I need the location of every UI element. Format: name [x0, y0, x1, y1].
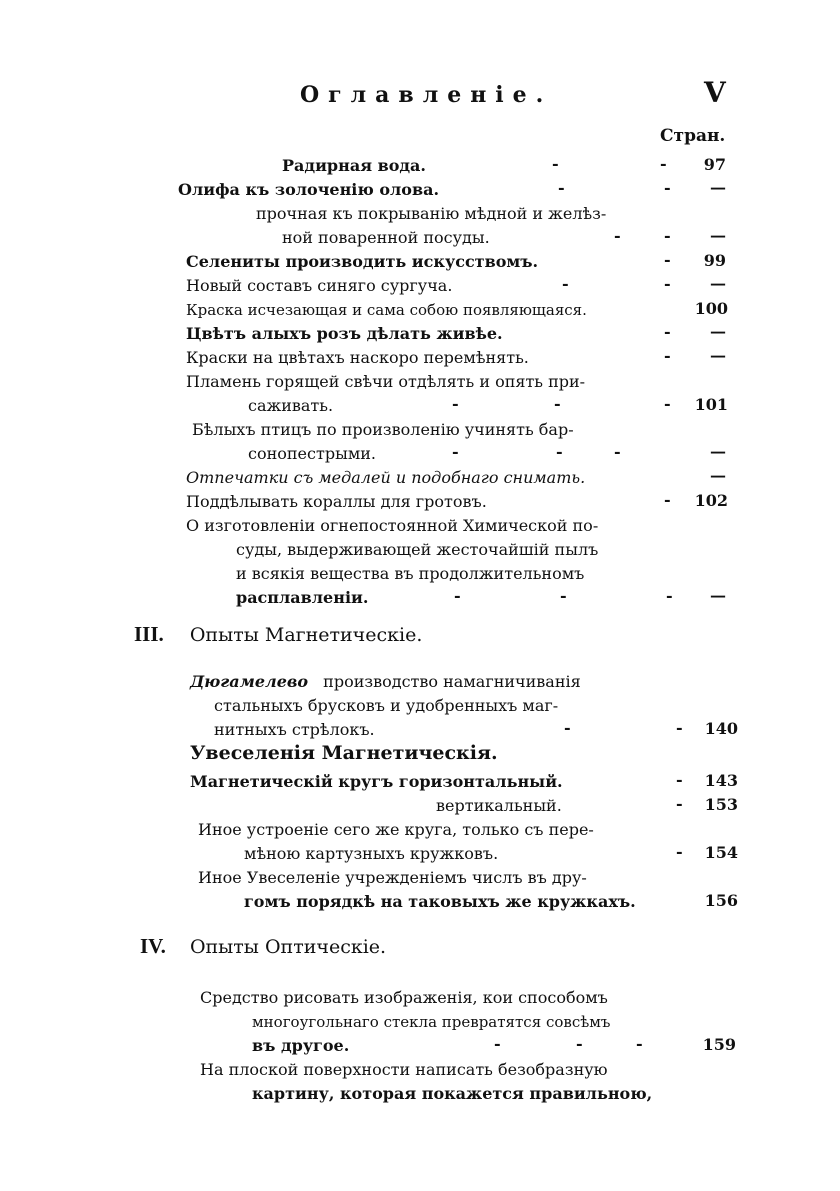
entry-text: гомъ порядкѣ на таковыхъ же кружкахъ. — [244, 892, 636, 911]
entry-page: — — [710, 346, 726, 365]
leader-dash: - — [562, 274, 569, 293]
entry-text: саживать. — [248, 396, 334, 415]
entry-text: нитныхъ стрѣлокъ. — [214, 720, 375, 739]
entry-text: суды, выдерживающей жесточайшій пылъ — [236, 540, 599, 559]
leader-dash: - — [664, 490, 671, 509]
entry-italic-name: Дюгамелево — [190, 672, 309, 691]
section-numeral: IV. — [140, 934, 166, 958]
section-title: Опыты Магнетическіе. — [189, 624, 423, 646]
entry-text: Бѣлыхъ птицъ по произволенію учинять бар- — [192, 420, 574, 439]
entry-text: Иное Увеселеніе учрежденіемъ числъ въ дру- — [198, 868, 587, 887]
entry-text: картину, которая покажется правильною, — [252, 1084, 653, 1103]
entry-text: прочная къ покрыванію мѣдной и желѣз- — [256, 204, 607, 223]
section-numeral: III. — [134, 622, 164, 646]
entry-page: 156 — [704, 891, 738, 910]
leader-dash: - — [676, 718, 683, 737]
entry-page: — — [710, 178, 726, 197]
leader-dash: - — [454, 586, 461, 605]
subheading: Увеселенія Магнетическія. — [190, 742, 498, 764]
entry-text-group — [190, 670, 581, 694]
leader-dash: - — [558, 178, 565, 197]
leader-dash: - — [664, 346, 671, 365]
leader-dash: - — [664, 322, 671, 341]
entry-page: — — [710, 442, 726, 461]
entry-text: На плоской поверхности написать безобразную — [200, 1060, 608, 1079]
entry-page: 102 — [694, 491, 728, 510]
entry-page: 99 — [703, 251, 726, 270]
entry-text: сонопестрыми. — [248, 444, 377, 463]
entry-text: расплавленіи. — [236, 588, 369, 607]
entry-text: О изготовленіи огнепостоянной Химической по- — [186, 516, 599, 535]
leader-dash: - — [452, 394, 459, 413]
entry-text: Новый составъ синяго сургуча. — [186, 276, 453, 295]
section-heading-iii — [134, 622, 422, 647]
leader-dash: - — [676, 842, 683, 861]
leader-dash: - — [666, 586, 673, 605]
leader-dash: - — [494, 1034, 501, 1053]
entry-text: Магнетическій кругъ горизонтальный. — [190, 772, 563, 791]
entry-page: 101 — [694, 395, 728, 414]
leader-dash: - — [564, 718, 571, 737]
leader-dash: - — [560, 586, 567, 605]
entry-text: вертикальный. — [436, 796, 562, 815]
entry-page: — — [710, 322, 726, 341]
entry-text: Селениты производить искусствомъ. — [186, 252, 539, 271]
entry-text: въ другое. — [252, 1036, 350, 1055]
leader-dash: - — [664, 250, 671, 269]
entry-page: 153 — [704, 795, 738, 814]
entry-text: Радирная вода. — [282, 156, 426, 175]
page-number: V — [704, 76, 726, 109]
entry-text: Средство рисовать изображенія, кои способомъ — [200, 988, 608, 1007]
entry-page: 159 — [702, 1035, 736, 1054]
entry-page: 143 — [704, 771, 738, 790]
entry-text: Олифа къ золоченію олова. — [178, 180, 440, 199]
entry-page: — — [710, 586, 726, 605]
pages-column-label: Стран. — [660, 126, 726, 146]
section-title: Опыты Оптическіе. — [189, 936, 387, 958]
entry-page: — — [710, 274, 726, 293]
entry-page: 154 — [704, 843, 738, 862]
entry-page: 100 — [694, 299, 728, 318]
entry-page: — — [710, 466, 726, 485]
leader-dash: - — [664, 394, 671, 413]
leader-dash: - — [556, 442, 563, 461]
leader-dash: - — [452, 442, 459, 461]
leader-dash: - — [664, 226, 671, 245]
leader-dash: - — [676, 770, 683, 789]
entry-text: Цвѣтъ алыхъ розъ дѣлать живѣе. — [186, 324, 503, 343]
entry-page: — — [710, 226, 726, 245]
entry-text: Отпечатки съ медалей и подобнаго снимать. — [186, 468, 586, 487]
page-title: Оглавленіе. — [300, 82, 553, 108]
entry-text: Поддѣлывать кораллы для гротовъ. — [186, 492, 487, 511]
entry-text: многоугольнаго стекла превратятся совсѣмъ — [252, 1013, 611, 1031]
leader-dash: - — [554, 394, 561, 413]
entry-page: 97 — [703, 155, 726, 174]
entry-page: 140 — [704, 719, 738, 738]
leader-dash: - — [660, 154, 667, 173]
entry-text: Краска исчезающая и сама собою появляющаяся. — [186, 301, 587, 319]
entry-text: стальныхъ брусковъ и удобренныхъ маг- — [214, 696, 559, 715]
entry-text: Пламень горящей свѣчи отдѣлять и опять при- — [186, 372, 586, 391]
leader-dash: - — [664, 274, 671, 293]
entry-text: и всякія вещества въ продолжительномъ — [236, 564, 585, 583]
entry-text: мѣною картузныхъ кружковъ. — [244, 844, 499, 863]
leader-dash: - — [614, 226, 621, 245]
entry-text: Иное устроеніе сего же круга, только съ пере- — [198, 820, 594, 839]
entry-text: Краски на цвѣтахъ наскоро перемѣнять. — [186, 348, 529, 367]
entry-text: ной поваренной посуды. — [282, 228, 490, 247]
leader-dash: - — [636, 1034, 643, 1053]
leader-dash: - — [664, 178, 671, 197]
leader-dash: - — [614, 442, 621, 461]
leader-dash: - — [552, 154, 559, 173]
section-heading-iv — [140, 934, 386, 959]
leader-dash: - — [676, 794, 683, 813]
entry-text: производство намагничиванія — [323, 672, 581, 691]
leader-dash: - — [576, 1034, 583, 1053]
